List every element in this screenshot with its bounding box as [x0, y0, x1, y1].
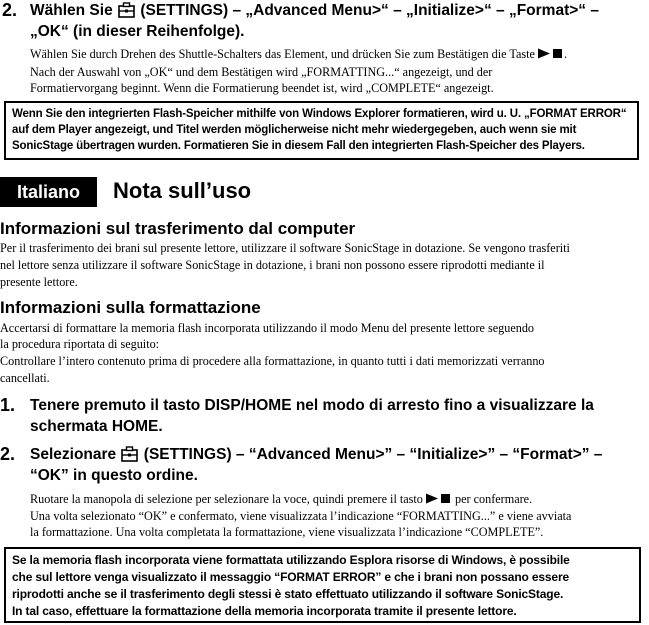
german-note-line: auf dem Player angezeigt, und Titel werden möglicherweise nicht mehr wiedergegeben, auch wenn sie mit	[12, 124, 577, 136]
italian-note-line: Se la memoria flash incorporata viene formattata utilizzando Esplora risorse di Windows, è possibile	[12, 553, 570, 567]
italian-note-line: In tal caso, effettuare la formattazione della memoria incorporata tramite il presente lettore.	[12, 604, 517, 618]
toolbox-icon	[121, 446, 138, 462]
german-body-line1	[30, 46, 567, 63]
italian-step-1-number: 1.	[0, 395, 16, 415]
italian-step-2-post: (SETTINGS) – “Advanced Menu>” – “Initialize>” – “Format>” –	[143, 446, 603, 463]
italian-note-line: che sul lettore venga visualizzato il messaggio “FORMAT ERROR” e che i brani non possano essere	[12, 570, 570, 584]
german-note-line: SonicStage übertragen wurden. Formatieren Sie in diesem Fall den integrierten Flash-Speicher des Players.	[12, 140, 585, 152]
italian-note-box	[4, 547, 641, 623]
page-title: Nota sull’uso	[113, 178, 252, 203]
format-line: Controllare l’intero contenuto prima di procedere alla formattazione, in quanto tutti i dati memorizzati verranno	[0, 354, 545, 368]
italian-step-2-line1	[30, 444, 602, 465]
german-body-line1-end: .	[563, 47, 567, 61]
italian-step-2-number: 2.	[0, 444, 16, 464]
format-line: Accertarsi di formattare la memoria flash incorporata utilizzando il modo Menu del presente lettore seguendo	[0, 321, 535, 335]
toolbox-icon	[118, 2, 135, 18]
german-note-line: Wenn Sie den integrierten Flash-Speicher mithilfe von Windows Explorer formatieren, wird u. U. „FORMAT ERROR“	[12, 108, 627, 120]
italian-body-line3: la formattazione. Una volta completata la formattazione, viene visualizzata l’indicazione “COMPLETE”.	[30, 525, 544, 539]
italian-step-1-line1: Tenere premuto il tasto DISP/HOME nel modo di arresto fino a visualizzare la	[30, 397, 594, 414]
german-body-line1-text: Wählen Sie durch Drehen des Shuttle-Schalters das Element, und drücken Sie zum Bestätigen die Taste	[30, 47, 535, 61]
section-heading-transfer: Informazioni sul trasferimento dal computer	[0, 219, 356, 238]
german-step-number: 2.	[2, 0, 18, 20]
german-step-2-post: (SETTINGS) – „Advanced Menu>“ – „Initialize>“ – „Format>“ –	[140, 2, 599, 19]
language-tag: Italiano	[0, 177, 97, 207]
italian-body-line1	[30, 491, 532, 508]
italian-body-line2: Una volta selezionato “OK” e confermato, viene visualizzata l’indicazione “FORMATTING...” e viene avviata	[30, 509, 572, 523]
german-step-2-line2: „OK“ (in dieser Reihenfolge).	[30, 23, 245, 40]
format-line: cancellati.	[0, 371, 50, 385]
transfer-line: presente lettore.	[0, 275, 78, 289]
italian-body-line1-end: per confermare.	[455, 492, 533, 506]
german-step-2-pre: Wählen Sie	[30, 2, 113, 19]
german-body-line3: Formatiervorgang beginnt. Wenn die Formatierung beendet ist, wird „COMPLETE“ angezeigt.	[30, 81, 494, 95]
italian-step-2-pre: Selezionare	[30, 446, 117, 463]
german-body-line2: Nach der Auswahl von „OK“ und dem Bestätigen wird „FORMATTING...“ angezeigt, und der	[30, 65, 493, 79]
format-line: la procedura riportata di seguito:	[0, 337, 160, 351]
transfer-line: nel lettore senza utilizzare il software SonicStage in dotazione, i brani non possono essere riprodotti mediante il	[0, 258, 545, 272]
transfer-line: Per il trasferimento dei brani sul presente lettore, utilizzare il software SonicStage in dotazione. Se vengono trasferiti	[0, 241, 570, 255]
italian-step-2-line2: “OK” in questo ordine.	[30, 467, 198, 484]
italian-step-1-line2: schermata HOME.	[30, 418, 163, 435]
play-stop-icon	[538, 47, 564, 63]
italian-note-line: riprodotti anche se il trasferimento degli stessi è stato effettuato utilizzando il software SonicStage.	[12, 587, 564, 601]
section-heading-format: Informazioni sulla formattazione	[0, 298, 261, 317]
play-stop-icon	[426, 492, 452, 508]
german-note-box	[4, 101, 639, 160]
italian-body-line1-text: Ruotare la manopola di selezione per selezionare la voce, quindi premere il tasto	[30, 492, 423, 506]
german-step-2-line1	[30, 0, 645, 21]
